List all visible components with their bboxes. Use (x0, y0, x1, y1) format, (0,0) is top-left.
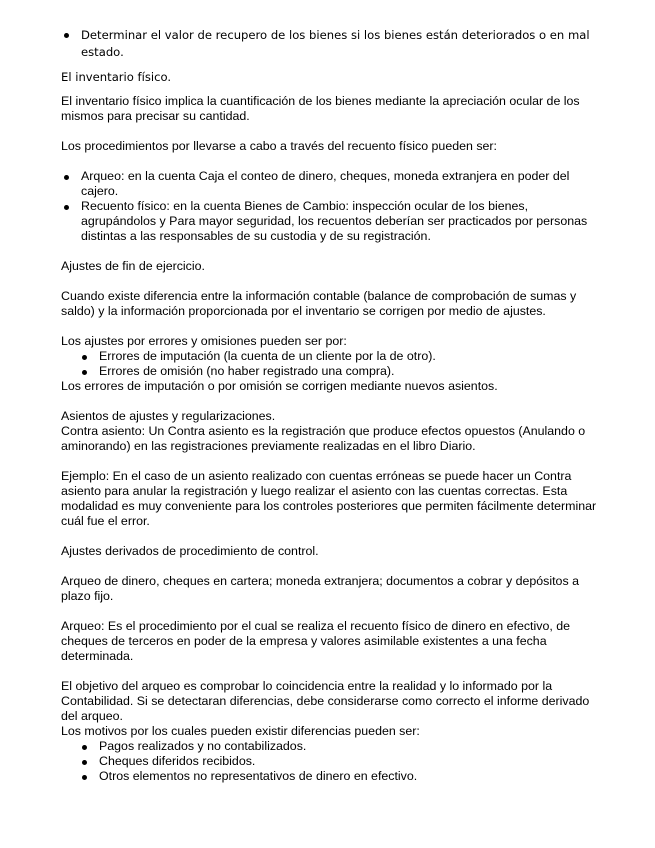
paragraph-contra-asiento: Contra asiento: Un Contra asiento es la registración que produce efectos opuestos (Anulando o aminorando) en las registraciones previamente realizadas en el libro Diario. (61, 424, 586, 453)
list-item: Otros elementos no representativos de dinero en efectivo. (61, 769, 601, 784)
paragraph-procedimientos: Los procedimientos por llevarse a cabo a través del recuento físico pueden ser: (61, 139, 497, 153)
paragraph-arqueo-lista: Arqueo de dinero, cheques en cartera; moneda extranjera; documentos a cobrar y depósitos a plazo fijo. (61, 574, 579, 603)
motivos-list (61, 739, 601, 784)
list-item: Determinar el valor de recupero de los bienes si los bienes están deteriorados o en mal estado. (61, 27, 601, 61)
paragraph-diferencia: Cuando existe diferencia entre la información contable (balance de comprobación de sumas y saldo) y la información proporcionada por el inventario se corrigen por medio de ajustes. (61, 289, 577, 318)
document-body (61, 27, 601, 784)
list-item: Arqueo: en la cuenta Caja el conteo de dinero, cheques, moneda extranjera en poder del cajero. (61, 169, 601, 199)
paragraph-ajustes-errores: Los ajustes por errores y omisiones pueden ser por: (61, 334, 347, 348)
list-item: Errores de omisión (no haber registrado una compra). (61, 364, 601, 379)
paragraph-asientos-title: Asientos de ajustes y regularizaciones. (61, 409, 276, 423)
paragraph-ajustes-fin: Ajustes de fin de ejercicio. (61, 259, 205, 273)
list-item: Errores de imputación (la cuenta de un cliente por la de otro). (61, 349, 601, 364)
list-item: Recuento físico: en la cuenta Bienes de Cambio: inspección ocular de los bienes, agrupándolos y Para mayor seguridad, los recuentos deberían ser practicados por personas distintas a las responsables de su custodia y de su registración. (61, 199, 601, 244)
heading-inventario: El inventario físico. (61, 70, 172, 84)
errores-list (61, 349, 601, 379)
list-item: Pagos realizados y no contabilizados. (61, 739, 601, 754)
paragraph-inventario: El inventario físico implica la cuantificación de los bienes mediante la apreciación ocular de los mismos para precisar su cantidad. (61, 94, 580, 123)
list-item: Cheques diferidos recibidos. (61, 754, 601, 769)
paragraph-objetivo: El objetivo del arqueo es comprobar lo coincidencia entre la realidad y lo informado por la Contabilidad. Si se detectaran diferencias, debe considerarse como correcto el informe derivado del arqueo. (61, 679, 590, 723)
paragraph-errores-corrigen: Los errores de imputación o por omisión se corrigen mediante nuevos asientos. (61, 379, 498, 393)
paragraph-arqueo-def: Arqueo: Es el procedimiento por el cual se realiza el recuento físico de dinero en efectivo, de cheques de terceros en poder de la empresa y valores asimilable existentes a una fecha determinada. (61, 619, 570, 663)
paragraph-ajustes-control: Ajustes derivados de procedimiento de control. (61, 544, 319, 558)
paragraph-ejemplo: Ejemplo: En el caso de un asiento realizado con cuentas erróneas se puede hacer un Contra asiento para anular la registración y luego realizar el asiento con las cuentas correctas. Esta modalidad es muy conveniente para los controles posteriores que permiten fácilmente determinar cuál fue el error. (61, 469, 597, 528)
procedimientos-list (61, 169, 601, 244)
paragraph-motivos: Los motivos por los cuales pueden existir diferencias pueden ser: (61, 724, 420, 738)
top-bullet-list (61, 27, 601, 61)
